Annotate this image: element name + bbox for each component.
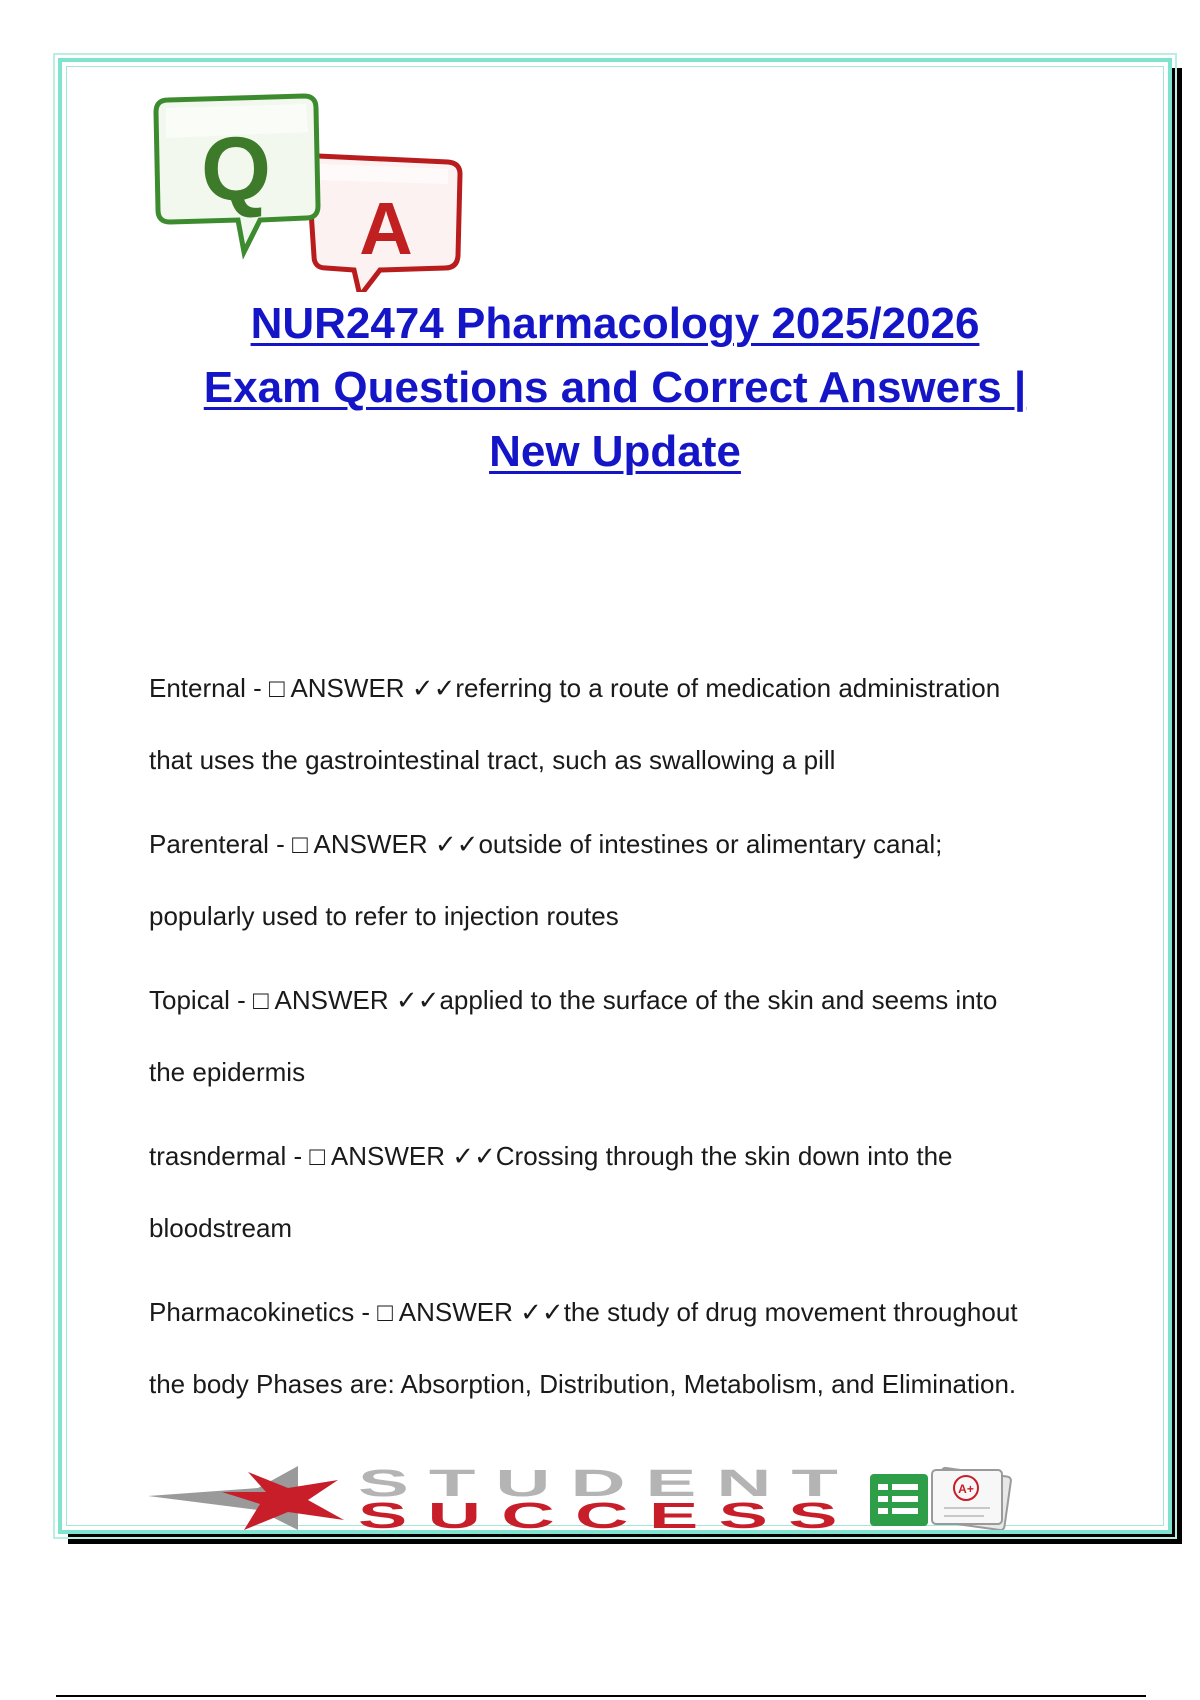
footer-text-student: STUDENT <box>358 1466 858 1505</box>
a-speech-bubble-icon <box>308 156 460 292</box>
qa-answer-continuation: the body Phases are: Absorption, Distribution, Metabolism, and Elimination. <box>149 1369 1017 1399</box>
qa-item <box>149 964 1118 1108</box>
qa-item <box>149 1276 1118 1420</box>
star-swoosh-icon <box>148 1466 344 1530</box>
qa-item <box>149 1120 1118 1264</box>
qa-logo <box>148 92 488 292</box>
graded-paper-icon <box>932 1467 1011 1530</box>
qa-item <box>149 808 1118 952</box>
q-speech-bubble-icon <box>156 96 318 252</box>
qa-question-line: Parenteral - □ ANSWER ✓✓outside of intestines or alimentary canal; <box>149 829 943 859</box>
svg-text:Q: Q <box>200 120 272 220</box>
qa-answer-continuation: popularly used to refer to injection routes <box>149 901 619 931</box>
grade-badge: A+ <box>958 1482 974 1496</box>
student-success-logo <box>148 1466 1068 1530</box>
title-line-3: New Update <box>489 427 741 476</box>
qa-question-line: Pharmacokinetics - □ ANSWER ✓✓the study of drug movement throughout <box>149 1297 1018 1327</box>
svg-text:A: A <box>359 187 413 270</box>
page-bottom-rule <box>56 1695 1146 1697</box>
title-line-1: NUR2474 Pharmacology 2025/2026 <box>250 299 980 348</box>
qa-list <box>149 652 1118 1432</box>
qa-item <box>149 652 1118 796</box>
document-page <box>58 58 1172 1534</box>
qa-question-line: trasndermal - □ ANSWER ✓✓Crossing through the skin down into the <box>149 1141 953 1171</box>
spreadsheet-icon <box>870 1474 928 1526</box>
qa-question-line: Topical - □ ANSWER ✓✓applied to the surface of the skin and seems into <box>149 985 998 1015</box>
document-title <box>122 292 1108 484</box>
qa-answer-continuation: bloodstream <box>149 1213 293 1243</box>
footer-text-success: SUCCESS <box>358 1495 858 1530</box>
qa-answer-continuation: that uses the gastrointestinal tract, such as swallowing a pill <box>149 745 836 775</box>
title-line-2: Exam Questions and Correct Answers | <box>203 363 1027 412</box>
qa-question-line: Enternal - □ ANSWER ✓✓referring to a route of medication administration <box>149 673 1001 703</box>
qa-answer-continuation: the epidermis <box>149 1057 306 1087</box>
